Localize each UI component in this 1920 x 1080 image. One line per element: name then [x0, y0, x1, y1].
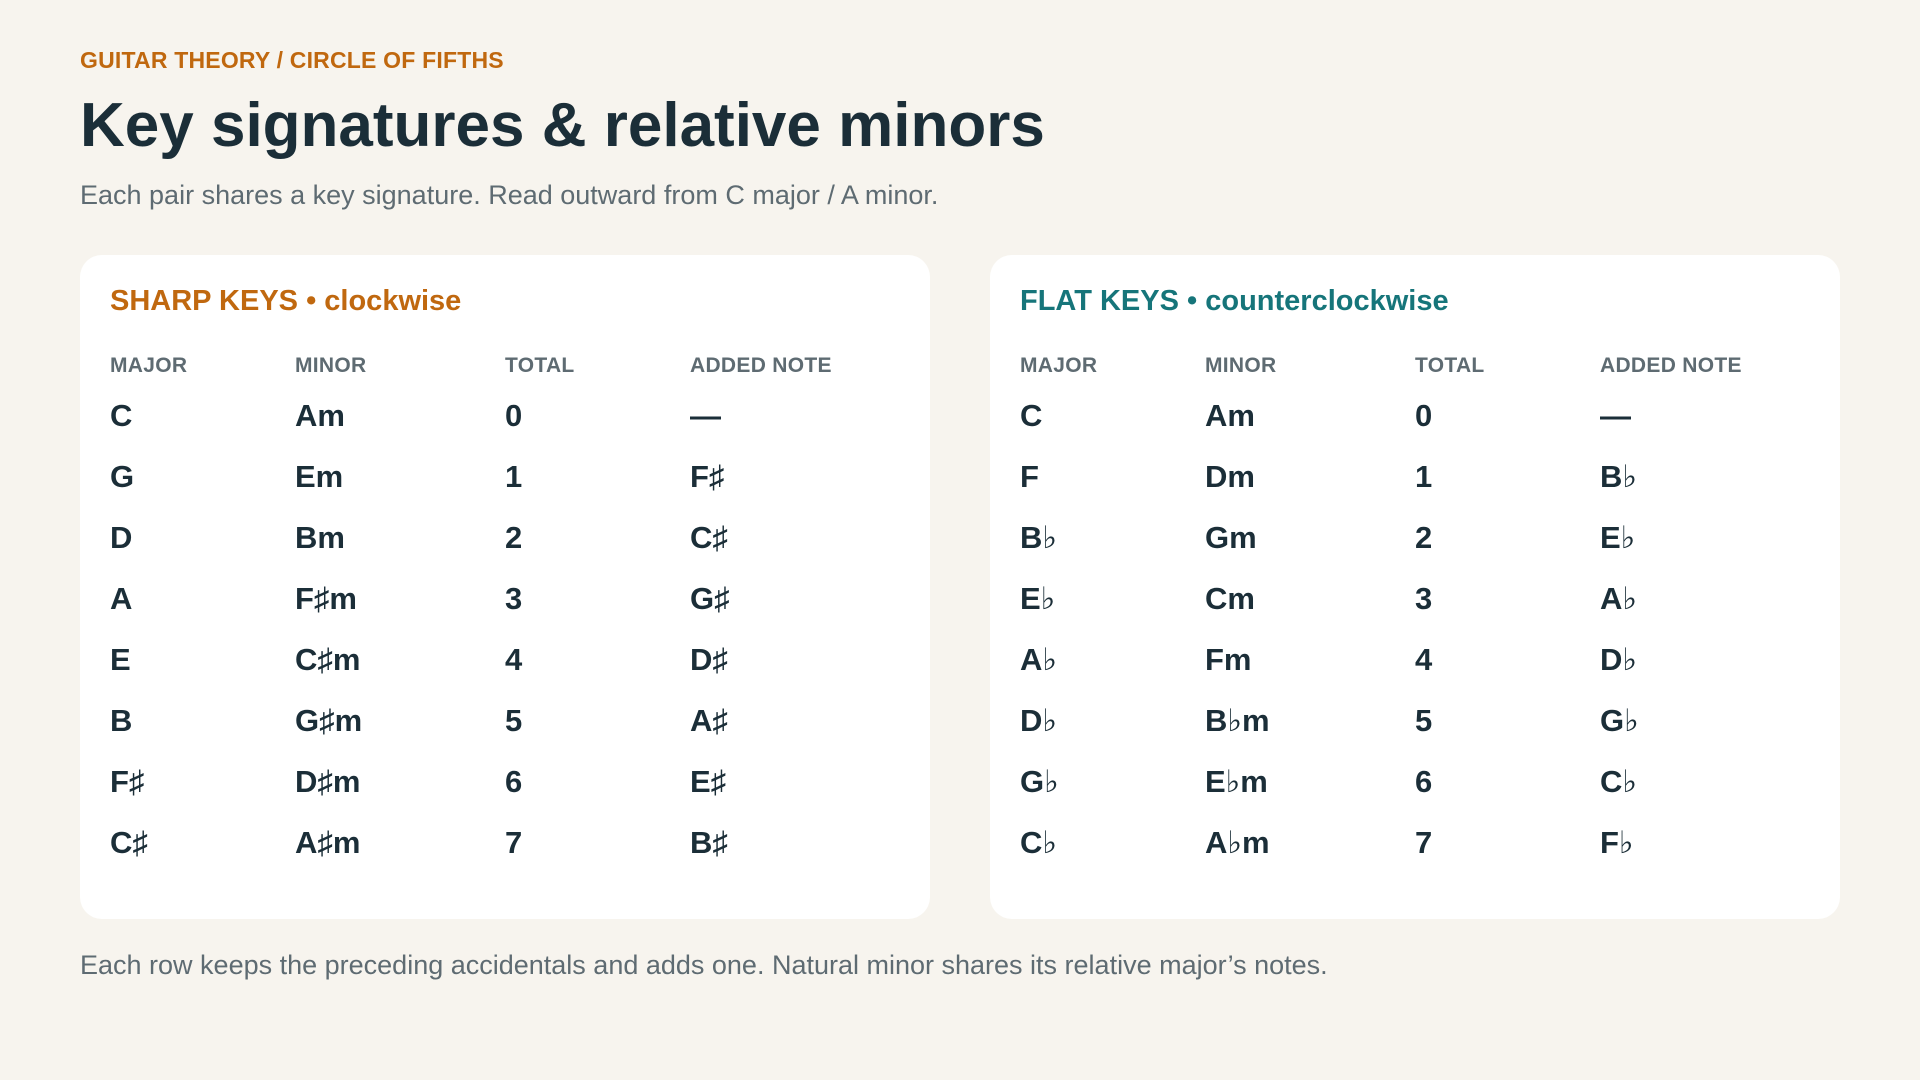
added-note: C♭ [1600, 764, 1638, 799]
added-note: F♭ [1600, 825, 1634, 860]
added-note: F♯ [690, 459, 725, 494]
relative-minor: Em [295, 459, 344, 494]
accidental-total: 2 [505, 520, 523, 555]
accidental-total: 7 [1415, 825, 1433, 860]
major-key: B [110, 703, 133, 738]
column-header-major: MAJOR [110, 354, 188, 377]
column-header-total: TOTAL [1415, 354, 1485, 377]
table-row [80, 519, 930, 580]
relative-minor: F♯m [295, 581, 357, 616]
major-key: D [110, 520, 133, 555]
added-note: C♯ [690, 520, 728, 555]
flat-keys-panel [990, 255, 1840, 919]
relative-minor: D♯m [295, 764, 361, 799]
column-header-minor: MINOR [1205, 354, 1277, 377]
accidental-total: 1 [1415, 459, 1433, 494]
major-key: D♭ [1020, 703, 1058, 738]
table-row [80, 702, 930, 763]
sharp-keys-title: SHARP KEYS • clockwise [110, 285, 462, 317]
table-row [990, 458, 1840, 519]
added-note: B♯ [690, 825, 728, 860]
accidental-total: 5 [1415, 703, 1433, 738]
accidental-total: 4 [505, 642, 523, 677]
major-key: G♭ [1020, 764, 1059, 799]
added-note: G♭ [1600, 703, 1639, 738]
relative-minor: C♯m [295, 642, 361, 677]
relative-minor: Bm [295, 520, 345, 555]
relative-minor: B♭m [1205, 703, 1270, 738]
accidental-total: 7 [505, 825, 523, 860]
sharp-keys-panel [80, 255, 930, 919]
table-row [80, 580, 930, 641]
added-note: E♯ [690, 764, 727, 799]
major-key: F♯ [110, 764, 145, 799]
flat-keys-rows [990, 397, 1840, 885]
table-row [80, 458, 930, 519]
added-note: A♭ [1600, 581, 1638, 616]
breadcrumb: GUITAR THEORY / CIRCLE OF FIFTHS [80, 47, 504, 73]
table-row [990, 702, 1840, 763]
page-title: Key signatures & relative minors [80, 91, 1045, 160]
accidental-total: 4 [1415, 642, 1433, 677]
added-note: — [690, 398, 721, 433]
table-row [990, 397, 1840, 458]
table-row [80, 824, 930, 885]
accidental-total: 1 [505, 459, 523, 494]
table-row [990, 641, 1840, 702]
major-key: G [110, 459, 135, 494]
relative-minor: Am [1205, 398, 1255, 433]
major-key: E♭ [1020, 581, 1056, 616]
relative-minor: Cm [1205, 581, 1255, 616]
added-note: D♭ [1600, 642, 1638, 677]
added-note: A♯ [690, 703, 728, 738]
table-row [80, 763, 930, 824]
major-key: B♭ [1020, 520, 1058, 555]
column-header-total: TOTAL [505, 354, 575, 377]
column-header-major: MAJOR [1020, 354, 1098, 377]
accidental-total: 3 [1415, 581, 1433, 616]
relative-minor: E♭m [1205, 764, 1268, 799]
flat-keys-title: FLAT KEYS • counterclockwise [1020, 285, 1449, 317]
table-row [990, 580, 1840, 641]
relative-minor: Gm [1205, 520, 1257, 555]
major-key: C [110, 398, 133, 433]
table-row [990, 519, 1840, 580]
major-key: F [1020, 459, 1039, 494]
footer-note: Each row keeps the preceding accidentals and adds one. Natural minor shares its relative major’s notes. [80, 950, 1328, 980]
column-header-minor: MINOR [295, 354, 367, 377]
column-header-added-note: ADDED NOTE [690, 354, 832, 377]
added-note: D♯ [690, 642, 728, 677]
added-note: B♭ [1600, 459, 1638, 494]
major-key: E [110, 642, 131, 677]
accidental-total: 2 [1415, 520, 1433, 555]
sharp-keys-rows [80, 397, 930, 885]
table-row [990, 824, 1840, 885]
accidental-total: 0 [505, 398, 523, 433]
accidental-total: 5 [505, 703, 523, 738]
major-key: C♯ [110, 825, 148, 860]
accidental-total: 6 [505, 764, 523, 799]
table-row [80, 641, 930, 702]
column-header-added-note: ADDED NOTE [1600, 354, 1742, 377]
relative-minor: G♯m [295, 703, 363, 738]
relative-minor: Dm [1205, 459, 1255, 494]
accidental-total: 0 [1415, 398, 1433, 433]
accidental-total: 6 [1415, 764, 1433, 799]
relative-minor: A♯m [295, 825, 361, 860]
major-key: A♭ [1020, 642, 1058, 677]
table-row [990, 763, 1840, 824]
major-key: C♭ [1020, 825, 1058, 860]
major-key: A [110, 581, 133, 616]
added-note: — [1600, 398, 1631, 433]
accidental-total: 3 [505, 581, 523, 616]
major-key: C [1020, 398, 1043, 433]
page-subtitle: Each pair shares a key signature. Read outward from C major / A minor. [80, 180, 939, 210]
relative-minor: Am [295, 398, 345, 433]
relative-minor: A♭m [1205, 825, 1270, 860]
relative-minor: Fm [1205, 642, 1252, 677]
added-note: G♯ [690, 581, 730, 616]
table-row [80, 397, 930, 458]
added-note: E♭ [1600, 520, 1636, 555]
